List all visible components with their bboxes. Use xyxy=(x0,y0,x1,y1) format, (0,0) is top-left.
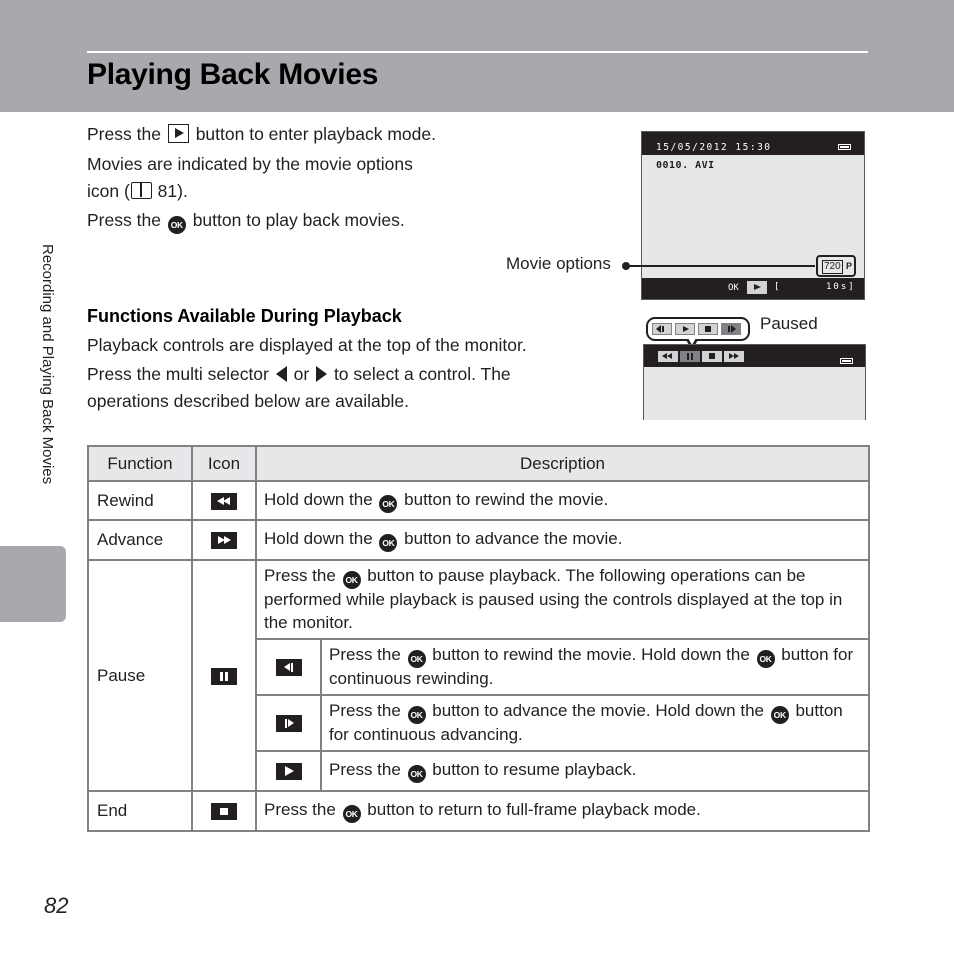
page-number: 82 xyxy=(44,893,69,918)
movie-options-callout-line xyxy=(626,265,815,267)
table-row-advance xyxy=(88,520,869,560)
section-line-2 xyxy=(87,361,511,388)
intro-line-1-post: button to enter playback mode. xyxy=(195,124,436,144)
screen-bracket: [ xyxy=(774,282,780,292)
paused-battery-icon xyxy=(840,358,853,364)
ok-button-icon: OK xyxy=(408,706,426,724)
movie-options-number: 720 xyxy=(824,261,841,272)
ok-button-icon: OK xyxy=(379,495,397,513)
rewind-frame-icon xyxy=(276,659,302,676)
ok-button-icon: OK xyxy=(343,805,361,823)
intro-line-2b xyxy=(87,178,188,205)
playback-screen-illustration xyxy=(641,131,865,300)
side-tab-label: Recording and Playing Back Movies xyxy=(39,244,56,485)
advance-frame-description: Press the OK button to advance the movie. Hold down the OK button for continuous advancing. xyxy=(321,695,869,751)
advance-frame-icon xyxy=(276,715,302,732)
advance-function: Advance xyxy=(88,520,192,560)
pause-icon xyxy=(211,668,237,685)
advance-description: Hold down the OK button to advance the movie. xyxy=(256,520,869,560)
playback-button-icon xyxy=(168,124,189,143)
rewind-function: Rewind xyxy=(88,481,192,520)
multi-selector-right-icon xyxy=(316,366,327,382)
intro-line-2a: Movies are indicated by the movie options xyxy=(87,154,413,174)
paused-advance-icon xyxy=(724,351,744,362)
play-icon xyxy=(747,281,767,294)
section-line-2-mid: or xyxy=(293,364,310,384)
zoom-advance-frame-icon xyxy=(721,323,741,335)
screen-top-bar xyxy=(642,132,864,155)
end-description: Press the OK button to return to full-frame playback mode. xyxy=(256,791,869,831)
intro-line-2b-pre: icon ( xyxy=(87,181,130,201)
table-row-end xyxy=(88,791,869,831)
section-line-3: operations described below are available. xyxy=(87,391,410,411)
paused-label: Paused xyxy=(760,314,818,333)
paused-screen-illustration xyxy=(643,344,866,420)
paused-pause-icon xyxy=(680,351,700,362)
table-row-rewind xyxy=(88,481,869,520)
screen-datetime: 15/05/2012 15:30 xyxy=(656,142,772,153)
header-band xyxy=(0,0,954,112)
side-tab-marker xyxy=(0,546,66,622)
ok-button-icon: OK xyxy=(771,706,789,724)
battery-icon xyxy=(838,144,851,150)
intro-line-1 xyxy=(87,121,436,148)
resume-description: Press the OK button to resume playback. xyxy=(321,751,869,791)
book-reference-icon xyxy=(131,182,152,199)
zoom-rewind-frame-icon xyxy=(652,323,672,335)
rewind-frame-description: Press the OK button to rewind the movie. Hold down the OK button for continuous rewinding. xyxy=(321,639,869,695)
ok-button-icon: OK xyxy=(343,571,361,589)
section-line-2-post: to select a control. The xyxy=(333,364,511,384)
screen-filename: 0010. AVI xyxy=(656,160,715,171)
movie-options-callout-dot xyxy=(622,262,630,270)
movie-options-icon xyxy=(816,255,856,277)
section-line-1: Playback controls are displayed at the top of the monitor. xyxy=(87,335,527,355)
table-header-row xyxy=(88,446,869,481)
section-line-2-pre: Press the multi selector xyxy=(87,364,269,384)
ok-button-icon: OK xyxy=(168,216,186,234)
screen-movie-length: 10s] xyxy=(826,282,856,292)
intro-line-1-pre: Press the xyxy=(87,124,161,144)
ok-button-icon: OK xyxy=(408,650,426,668)
section-heading: Functions Available During Playback xyxy=(87,306,402,326)
movie-options-label: Movie options xyxy=(506,254,611,273)
advance-icon xyxy=(211,532,237,549)
stop-icon xyxy=(211,803,237,820)
paused-screen-top-bar xyxy=(644,345,865,367)
end-function: End xyxy=(88,791,192,831)
screen-ok-label: OK xyxy=(728,283,739,293)
header-function: Function xyxy=(88,446,192,481)
header-rule xyxy=(87,51,868,53)
rewind-description: Hold down the OK button to rewind the movie. xyxy=(256,481,869,520)
header-icon: Icon xyxy=(192,446,256,481)
paused-stop-icon xyxy=(702,351,722,362)
ok-button-icon: OK xyxy=(408,765,426,783)
rewind-icon xyxy=(211,493,237,510)
screen-bottom-bar xyxy=(642,278,864,299)
ok-button-icon: OK xyxy=(379,534,397,552)
table-row-pause xyxy=(88,560,869,639)
intro-line-3-post: button to play back movies. xyxy=(192,210,405,230)
functions-table xyxy=(87,445,870,832)
paused-rewind-icon xyxy=(658,351,678,362)
intro-line-2b-post: 81). xyxy=(157,181,188,201)
zoom-stop-icon xyxy=(698,323,718,335)
pause-function: Pause xyxy=(88,560,192,791)
paused-controls-zoom xyxy=(646,317,750,341)
header-description: Description xyxy=(256,446,869,481)
zoom-play-icon xyxy=(675,323,695,335)
movie-options-letter: P xyxy=(846,261,853,271)
ok-button-icon: OK xyxy=(757,650,775,668)
multi-selector-left-icon xyxy=(276,366,287,382)
pause-description: Press the OK button to pause playback. The following operations can be performed while playback is paused using the controls displayed at the top in the monitor. xyxy=(256,560,869,639)
page-title: Playing Back Movies xyxy=(87,58,379,91)
intro-line-3-pre: Press the xyxy=(87,210,161,230)
intro-line-3 xyxy=(87,207,405,234)
resume-play-icon xyxy=(276,763,302,780)
